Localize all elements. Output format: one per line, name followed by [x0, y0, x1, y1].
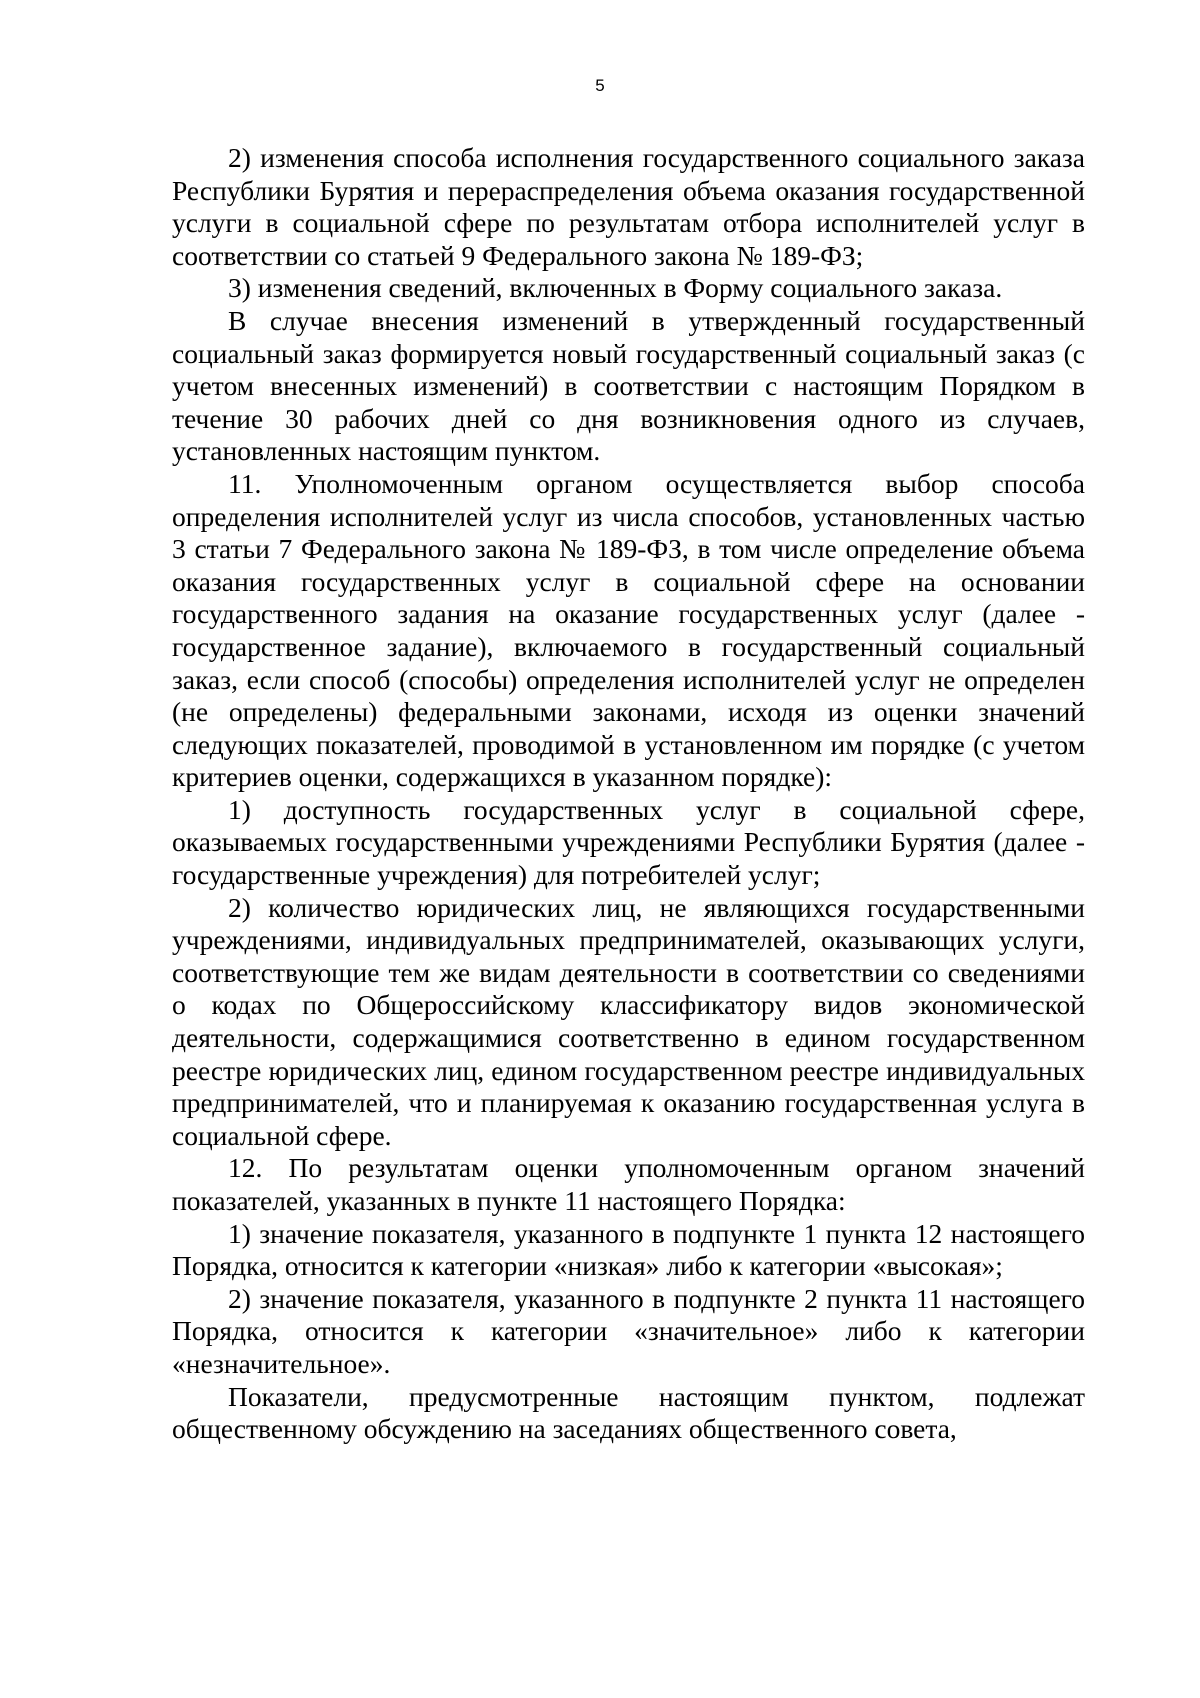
- page-number: 5: [595, 76, 605, 95]
- paragraph-clause-12: 12. По результатам оценки уполномоченным органом значений показателей, указанных в пункте 11 настоящего Порядка:: [172, 1152, 1085, 1216]
- paragraph-clause-11-item-1: 1) доступность государственных услуг в социальной сфере, оказываемых государственными учреждениями Республики Бурятия (далее - государственные учреждения) для потребителей услуг;: [172, 793, 1085, 891]
- paragraph-public-discussion: Показатели, предусмотренные настоящим пунктом, подлежат общественному обсуждению на заседаниях общественного совета,: [172, 1380, 1085, 1445]
- paragraph-clause-11: 11. Уполномоченным органом осуществляется выбор способа определения исполнителей услуг из числа способов, установленных частью 3 статьи 7 Федерального закона № 189-ФЗ, в том числе определение объема оказания государственных услуг в социальной сфере на основании государственного задания на оказание государственных услуг (далее - государственное задание), включаемого в государственный социальный заказ, если способ (способы) определения исполнителей услуг не определен (не определены) федеральными законами, исходя из оценки значений следующих показателей, проводимой в установленном им порядке (с учетом критериев оценки, содержащихся в указанном порядке):: [172, 467, 1085, 793]
- paragraph-clause-12-item-2: 2) значение показателя, указанного в подпункте 2 пункта 11 настоящего Порядка, относится к категории «значительное» либо к категории «незначительное».: [172, 1282, 1085, 1379]
- paragraph-clause-11-item-2: 2) количество юридических лиц, не являющихся государственными учреждениями, индивидуальных предпринимателей, оказывающих услуги, соответствующие тем же видам деятельности в соответствии со сведениями о кодах по Общероссийскому классификатору видов экономической деятельности, содержащимися соответственно в едином государственном реестре юридических лиц, едином государственном реестре индивидуальных предпринимателей, что и планируемая к оказанию государственная услуга в социальной сфере.: [172, 891, 1085, 1151]
- paragraph-new-order-formation: В случае внесения изменений в утвержденный государственный социальный заказ формируется новый государственный социальный заказ (с учетом внесенных изменений) в соответствии с настоящим Порядком в течение 30 рабочих дней со дня возникновения одного из случаев, установленных настоящим пунктом.: [172, 304, 1085, 467]
- paragraph-item-3-change-info: 3) изменения сведений, включенных в Форму социального заказа.: [228, 272, 1003, 304]
- document-body: [172, 142, 1085, 1446]
- paragraph-clause-12-item-1: 1) значение показателя, указанного в подпункте 1 пункта 12 настоящего Порядка, относится к категории «низкая» либо к категории «высокая»;: [172, 1217, 1085, 1282]
- paragraph-item-2-change-method: 2) изменения способа исполнения государственного социального заказа Республики Бурятия и перераспределения объема оказания государственной услуги в социальной сфере по результатам отбора исполнителей услуг в соответствии со статьей 9 Федерального закона № 189-ФЗ;: [172, 142, 1085, 271]
